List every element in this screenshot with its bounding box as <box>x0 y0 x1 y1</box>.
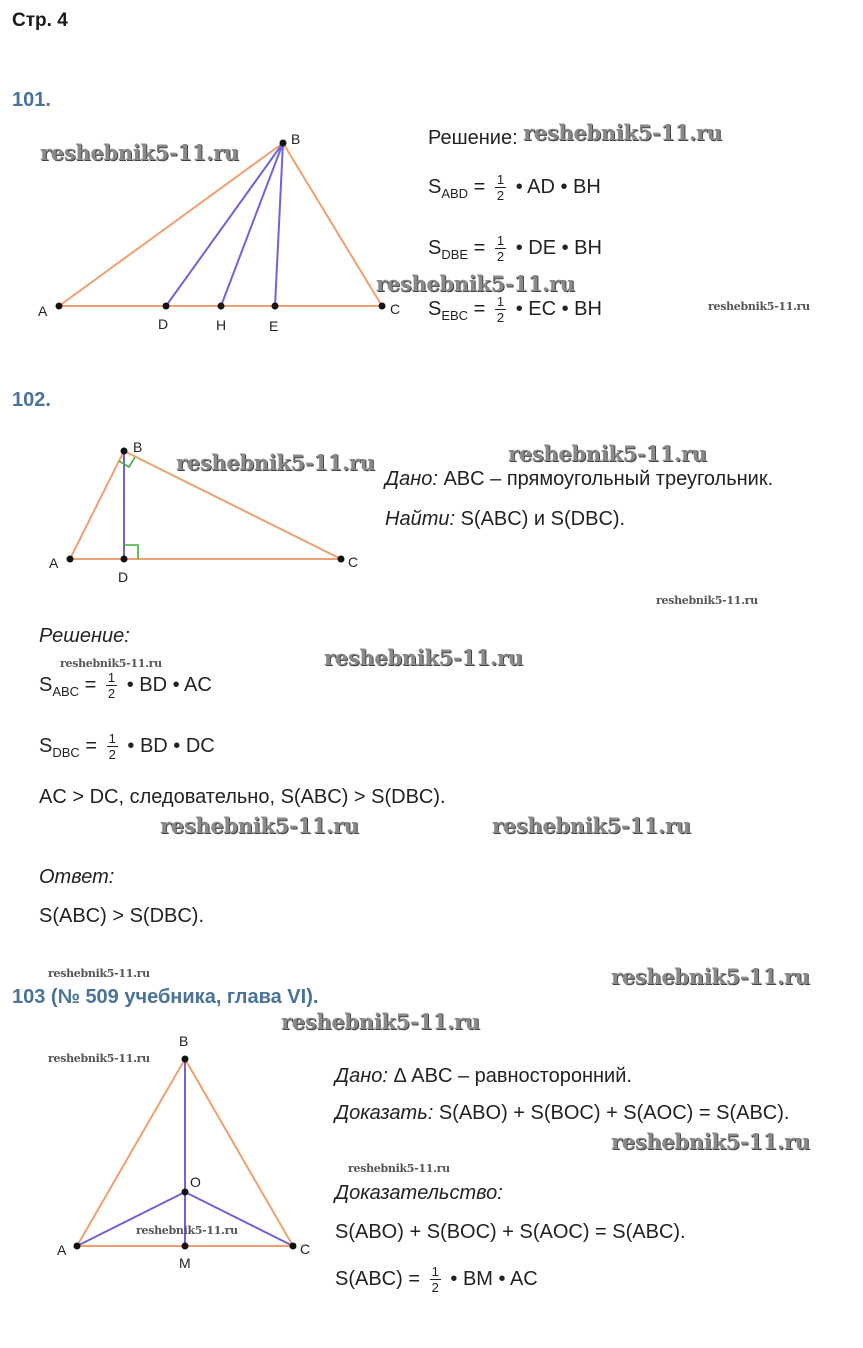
solution-label: Решение: <box>428 127 518 149</box>
point-d-label: D <box>118 569 129 585</box>
watermark: reshebnik5-11.ru <box>523 120 722 145</box>
point-m-label: M <box>179 1255 191 1271</box>
watermark: reshebnik5-11.ru <box>656 594 758 607</box>
watermark: reshebnik5-11.ru <box>376 271 575 296</box>
given-line: Дано: Δ ABC – равносторонний. <box>335 1065 632 1087</box>
watermark: reshebnik5-11.ru <box>708 300 810 313</box>
watermark: reshebnik5-11.ru <box>492 813 691 838</box>
watermark: reshebnik5-11.ru <box>160 813 359 838</box>
point-b-label: B <box>291 131 301 147</box>
page-label: Стр. 4 <box>12 10 68 31</box>
point-a-label: A <box>38 303 48 319</box>
watermark: reshebnik5-11.ru <box>611 964 810 989</box>
point-o-label: O <box>190 1174 201 1190</box>
task-101-number: 101. <box>12 89 51 111</box>
watermark: reshebnik5-11.ru <box>48 967 150 980</box>
proof-label: Доказательство: <box>335 1182 503 1204</box>
point-c-label: C <box>300 1241 311 1257</box>
point-b-label: B <box>179 1033 189 1049</box>
watermark: reshebnik5-11.ru <box>176 450 375 475</box>
point-d-label: D <box>158 316 169 332</box>
watermark: reshebnik5-11.ru <box>611 1129 810 1154</box>
prove-line: Доказать: S(ABO) + S(BOC) + S(AOC) = S(ABC). <box>335 1102 790 1124</box>
point-h-label: H <box>216 317 227 333</box>
given-line: Дано: ABC – прямоугольный треугольник. <box>385 468 774 490</box>
point-a-label: A <box>49 555 59 571</box>
watermark: reshebnik5-11.ru <box>40 140 239 165</box>
answer-label: Ответ: <box>39 866 115 888</box>
watermark: reshebnik5-11.ru <box>136 1224 238 1237</box>
formula-line: S(ABC) = $\frac{1}{2}$ • BM • AC <box>335 1264 538 1295</box>
watermark: reshebnik5-11.ru <box>48 1052 150 1065</box>
point-e-label: E <box>269 318 279 334</box>
watermark: reshebnik5-11.ru <box>348 1162 450 1175</box>
task-103-number: 103 (№ 509 учебника, глава VI). <box>12 986 319 1008</box>
solution-label: Решение: <box>39 625 130 647</box>
conclusion-text: AC > DC, следовательно, S(ABC) > S(DBC). <box>39 786 446 808</box>
point-a-label: A <box>57 1242 67 1258</box>
formula-line: $S_{ABC}$ = $\frac{1}{2}$ • BD • AC <box>39 670 212 701</box>
formula-line: $S_{EBC}$ = $\frac{1}{2}$ • EC • BH <box>428 294 602 325</box>
answer-text: S(ABC) > S(DBC). <box>39 905 205 927</box>
proof-line: S(ABO) + S(BOC) + S(AOC) = S(ABC). <box>335 1221 686 1243</box>
watermark: reshebnik5-11.ru <box>60 657 162 670</box>
task-102-number: 102. <box>12 389 51 411</box>
formula-line: $S_{DBE}$ = $\frac{1}{2}$ • DE • BH <box>428 233 602 264</box>
watermark: reshebnik5-11.ru <box>324 645 523 670</box>
point-b-label: B <box>133 439 143 455</box>
point-c-label: C <box>348 554 359 570</box>
formula-line: $S_{ABD}$ = $\frac{1}{2}$ • AD • BH <box>428 172 601 203</box>
formula-line: $S_{DBC}$ = $\frac{1}{2}$ • BD • DC <box>39 731 215 762</box>
point-c-label: C <box>390 301 401 317</box>
watermark: reshebnik5-11.ru <box>508 441 707 466</box>
watermark: reshebnik5-11.ru <box>281 1009 480 1034</box>
find-line: Найти: S(ABC) и S(DBC). <box>385 508 626 530</box>
